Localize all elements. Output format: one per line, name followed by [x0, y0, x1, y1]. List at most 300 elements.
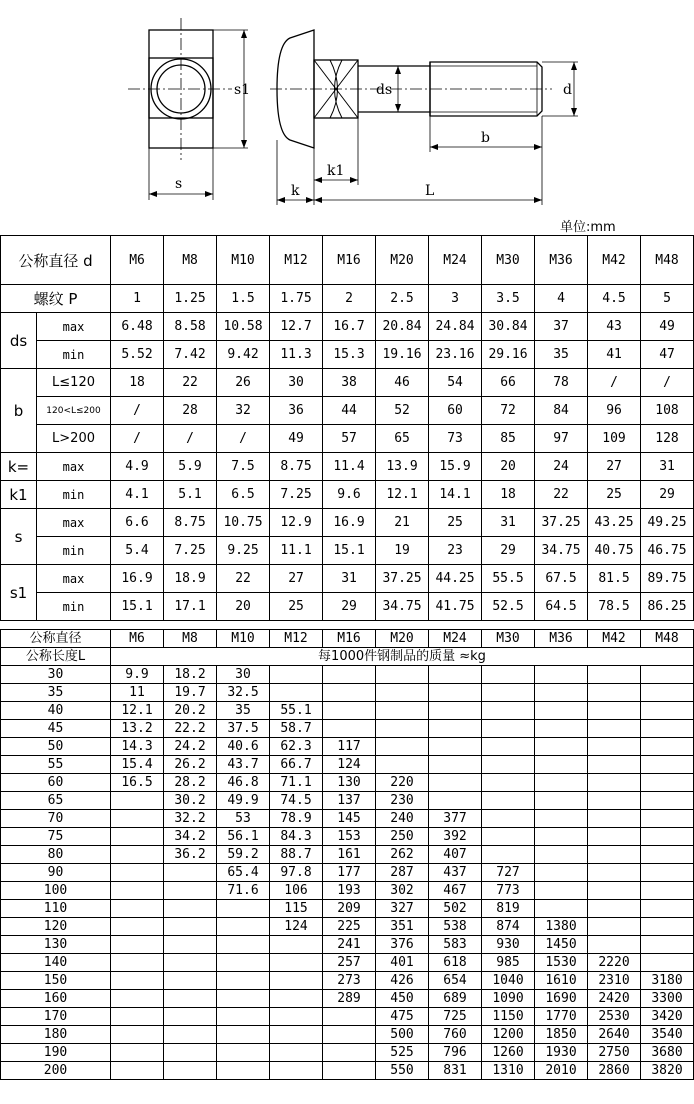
- table-cell: 9.25: [217, 537, 270, 565]
- length-value: 50: [1, 738, 111, 756]
- table-cell: 1: [111, 285, 164, 313]
- mass-value: [535, 792, 588, 810]
- mass-value: [482, 666, 535, 684]
- mass-value: 97.8: [270, 864, 323, 882]
- length-value: 140: [1, 954, 111, 972]
- table-cell: 15.1: [323, 537, 376, 565]
- mass-value: 66.7: [270, 756, 323, 774]
- table-cell: 40.75: [588, 537, 641, 565]
- table-cell: 73: [429, 425, 482, 453]
- mass-value: 3180: [641, 972, 694, 990]
- table-cell: 9.6: [323, 481, 376, 509]
- table-cell: 19.16: [376, 341, 429, 369]
- mass-value: 1310: [482, 1062, 535, 1080]
- mass-value: 467: [429, 882, 482, 900]
- row-label-b: b: [1, 369, 37, 453]
- dim-label-d: d: [563, 82, 572, 98]
- mass-value: [535, 756, 588, 774]
- length-value: 130: [1, 936, 111, 954]
- mass-value: 3300: [641, 990, 694, 1008]
- table-cell: 24: [535, 453, 588, 481]
- length-value: 45: [1, 720, 111, 738]
- dim-label-s1: s1: [234, 82, 251, 98]
- header-size: M16: [323, 236, 376, 285]
- mass-value: [164, 900, 217, 918]
- unit-label: 单位:mm: [560, 220, 616, 235]
- table-row: [1, 481, 694, 509]
- mass-value: [429, 684, 482, 702]
- table-row: [1, 738, 694, 756]
- table-row: [1, 666, 694, 684]
- length-value: 35: [1, 684, 111, 702]
- mass-value: [376, 666, 429, 684]
- length-value: 180: [1, 1026, 111, 1044]
- mass-value: [535, 846, 588, 864]
- table-cell: 43.25: [588, 509, 641, 537]
- table-cell: 10.75: [217, 509, 270, 537]
- header-size: M8: [164, 236, 217, 285]
- mass-value: [376, 756, 429, 774]
- table-cell: 109: [588, 425, 641, 453]
- table-cell: 84: [535, 397, 588, 425]
- mass-value: [270, 684, 323, 702]
- mass-value: [482, 792, 535, 810]
- length-value: 40: [1, 702, 111, 720]
- mass-value: 1770: [535, 1008, 588, 1026]
- mass-value: 796: [429, 1044, 482, 1062]
- table-cell: 44.25: [429, 565, 482, 593]
- mass-value: 2010: [535, 1062, 588, 1080]
- mass-value: [270, 1008, 323, 1026]
- mass-value: [429, 774, 482, 792]
- mass-value: 1450: [535, 936, 588, 954]
- mass-value: 618: [429, 954, 482, 972]
- table-cell: 55.5: [482, 565, 535, 593]
- mass-value: 24.2: [164, 738, 217, 756]
- length-value: 80: [1, 846, 111, 864]
- table-cell: 13.9: [376, 453, 429, 481]
- mass-value: 302: [376, 882, 429, 900]
- table-cell: 6.48: [111, 313, 164, 341]
- mass-value: [111, 792, 164, 810]
- mass-value: 1150: [482, 1008, 535, 1026]
- table-cell: 21: [376, 509, 429, 537]
- table-row: [1, 509, 694, 537]
- mass-value: 241: [323, 936, 376, 954]
- table-cell: 78.5: [588, 593, 641, 621]
- table-cell: 6.5: [217, 481, 270, 509]
- table-cell: 7.25: [270, 481, 323, 509]
- table-cell: 37.25: [535, 509, 588, 537]
- mass-value: [323, 666, 376, 684]
- header-size: M24: [429, 236, 482, 285]
- table-cell: 12.1: [376, 481, 429, 509]
- length-value: 30: [1, 666, 111, 684]
- mass-value: [588, 684, 641, 702]
- sub-label-max: max: [37, 313, 111, 341]
- mass-value: 727: [482, 864, 535, 882]
- table-cell: /: [164, 425, 217, 453]
- mass-value: 225: [323, 918, 376, 936]
- table-row: [1, 1008, 694, 1026]
- row-label-ds: ds: [1, 313, 37, 369]
- mass-value: 130: [323, 774, 376, 792]
- mass-value: 376: [376, 936, 429, 954]
- mass-value: 46.8: [217, 774, 270, 792]
- table-cell: 36: [270, 397, 323, 425]
- table-cell: 30: [270, 369, 323, 397]
- header-size: M30: [482, 630, 535, 648]
- table-cell: 20: [217, 593, 270, 621]
- table-cell: 67.5: [535, 565, 588, 593]
- table-cell: 46: [376, 369, 429, 397]
- table-row: [1, 936, 694, 954]
- mass-value: [217, 936, 270, 954]
- mass-value: [164, 864, 217, 882]
- mass-value: [270, 936, 323, 954]
- table-cell: 43: [588, 313, 641, 341]
- mass-value: [535, 828, 588, 846]
- table-cell: 29: [641, 481, 694, 509]
- table-row: [1, 1062, 694, 1080]
- header-size: M6: [111, 236, 164, 285]
- mass-value: [482, 684, 535, 702]
- table-cell: 89.75: [641, 565, 694, 593]
- table-cell: 15.9: [429, 453, 482, 481]
- table-row: [1, 313, 694, 341]
- mass-value: 450: [376, 990, 429, 1008]
- mass-value: 2750: [588, 1044, 641, 1062]
- header-size: M12: [270, 630, 323, 648]
- table-row: [1, 810, 694, 828]
- mass-value: [217, 1062, 270, 1080]
- mass-value: [164, 1044, 217, 1062]
- mass-value: [641, 954, 694, 972]
- sub-label-min: min: [37, 537, 111, 565]
- header-size: M30: [482, 236, 535, 285]
- sub-label-min: min: [37, 593, 111, 621]
- mass-value: [164, 1008, 217, 1026]
- table-cell: 17.1: [164, 593, 217, 621]
- mass-value: 437: [429, 864, 482, 882]
- mass-value: 289: [323, 990, 376, 1008]
- length-value: 160: [1, 990, 111, 1008]
- table-cell: 41: [588, 341, 641, 369]
- table-cell: 16.7: [323, 313, 376, 341]
- table-cell: 37.25: [376, 565, 429, 593]
- mass-value: 1850: [535, 1026, 588, 1044]
- mass-value: 28.2: [164, 774, 217, 792]
- header-size: M10: [217, 630, 270, 648]
- mass-value: [323, 1008, 376, 1026]
- mass-value: [323, 1062, 376, 1080]
- mass-value: 56.1: [217, 828, 270, 846]
- table-cell: 27: [588, 453, 641, 481]
- mass-value: [641, 774, 694, 792]
- mass-value: 2860: [588, 1062, 641, 1080]
- mass-value: [376, 720, 429, 738]
- length-value: 200: [1, 1062, 111, 1080]
- mass-value: [111, 846, 164, 864]
- table-cell: 86.25: [641, 593, 694, 621]
- mass-value: [217, 918, 270, 936]
- mass-value: 3820: [641, 1062, 694, 1080]
- length-value: 75: [1, 828, 111, 846]
- table-cell: 65: [376, 425, 429, 453]
- mass-value: 13.2: [111, 720, 164, 738]
- table-cell: 12.9: [270, 509, 323, 537]
- table-row: [1, 453, 694, 481]
- mass-value: [641, 936, 694, 954]
- table-cell: 25: [429, 509, 482, 537]
- mass-value: [429, 666, 482, 684]
- mass-value: 16.5: [111, 774, 164, 792]
- sub-label-length-range: 120<L≤200: [37, 397, 111, 425]
- table-cell: 11.1: [270, 537, 323, 565]
- mass-value: [588, 738, 641, 756]
- mass-value: [588, 918, 641, 936]
- table-cell: 22: [217, 565, 270, 593]
- dim-label-s: s: [175, 176, 183, 192]
- header-size: M36: [535, 630, 588, 648]
- mass-value: 1200: [482, 1026, 535, 1044]
- mass-value: [588, 774, 641, 792]
- table-cell: 9.42: [217, 341, 270, 369]
- mass-value: 773: [482, 882, 535, 900]
- table-cell: /: [588, 369, 641, 397]
- mass-value: [376, 738, 429, 756]
- table-cell: 47: [641, 341, 694, 369]
- table-cell: 5: [641, 285, 694, 313]
- mass-value: [482, 846, 535, 864]
- table-cell: 15.3: [323, 341, 376, 369]
- table-row: [1, 918, 694, 936]
- mass-value: [164, 1062, 217, 1080]
- table-cell: 85: [482, 425, 535, 453]
- mass-value: [323, 1026, 376, 1044]
- mass-value: 273: [323, 972, 376, 990]
- table-row: [1, 954, 694, 972]
- mass-value: 78.9: [270, 810, 323, 828]
- table-row: [1, 756, 694, 774]
- length-value: 70: [1, 810, 111, 828]
- mass-value: [641, 666, 694, 684]
- length-value: 150: [1, 972, 111, 990]
- mass-value: 71.1: [270, 774, 323, 792]
- mass-value: [323, 1044, 376, 1062]
- mass-value: 1690: [535, 990, 588, 1008]
- table-row: [1, 702, 694, 720]
- mass-value: [641, 720, 694, 738]
- mass-value: 117: [323, 738, 376, 756]
- mass-value: [217, 1044, 270, 1062]
- table-cell: /: [217, 425, 270, 453]
- table-cell: 27: [270, 565, 323, 593]
- row-label-s1: s1: [1, 565, 37, 621]
- sub-label-max: max: [37, 509, 111, 537]
- table-cell: 4.1: [111, 481, 164, 509]
- dim-label-b: b: [481, 130, 490, 146]
- mass-value: 407: [429, 846, 482, 864]
- header-nominal-length: 公称长度L: [1, 648, 111, 666]
- table-cell: 41.75: [429, 593, 482, 621]
- row-label-s: s: [1, 509, 37, 565]
- mass-value: 106: [270, 882, 323, 900]
- table-cell: 4.9: [111, 453, 164, 481]
- mass-value: [588, 882, 641, 900]
- header-nominal-diameter: 公称直径: [1, 630, 111, 648]
- table-cell: 14.1: [429, 481, 482, 509]
- header-size: M48: [641, 630, 694, 648]
- mass-value: [535, 810, 588, 828]
- table-row: [1, 285, 694, 313]
- mass-value: [217, 972, 270, 990]
- table-cell: 31: [641, 453, 694, 481]
- mass-value: [482, 810, 535, 828]
- mass-value: 1610: [535, 972, 588, 990]
- mass-value: [535, 774, 588, 792]
- table-cell: 11.3: [270, 341, 323, 369]
- mass-value: 36.2: [164, 846, 217, 864]
- mass-value: [111, 990, 164, 1008]
- mass-value: [588, 666, 641, 684]
- mass-value: 930: [482, 936, 535, 954]
- mass-value: [323, 720, 376, 738]
- table-cell: 38: [323, 369, 376, 397]
- mass-value: [641, 738, 694, 756]
- mass-value: [641, 792, 694, 810]
- sub-label-min: min: [37, 341, 111, 369]
- mass-value: [588, 756, 641, 774]
- mass-value: 327: [376, 900, 429, 918]
- table-cell: 108: [641, 397, 694, 425]
- mass-value: [588, 864, 641, 882]
- mass-value: [111, 864, 164, 882]
- mass-value: 26.2: [164, 756, 217, 774]
- header-size: M8: [164, 630, 217, 648]
- length-value: 120: [1, 918, 111, 936]
- table-cell: 20: [482, 453, 535, 481]
- mass-value: 985: [482, 954, 535, 972]
- table-row: [1, 236, 694, 285]
- mass-value: [270, 666, 323, 684]
- mass-value: [217, 990, 270, 1008]
- table-cell: 28: [164, 397, 217, 425]
- mass-value: [641, 810, 694, 828]
- table-cell: 8.75: [270, 453, 323, 481]
- length-value: 190: [1, 1044, 111, 1062]
- table-row: [1, 341, 694, 369]
- table-row: [1, 369, 694, 397]
- mass-value: [111, 936, 164, 954]
- mass-value: [270, 990, 323, 1008]
- mass-value: 14.3: [111, 738, 164, 756]
- dimensions-table: [0, 235, 694, 621]
- mass-value: [111, 882, 164, 900]
- mass-value: 84.3: [270, 828, 323, 846]
- table-cell: 57: [323, 425, 376, 453]
- mass-value: [111, 1044, 164, 1062]
- row-label-k1: k1: [1, 481, 37, 509]
- mass-value: [270, 954, 323, 972]
- table-cell: 1.5: [217, 285, 270, 313]
- table-cell: 25: [270, 593, 323, 621]
- table-cell: 96: [588, 397, 641, 425]
- table-cell: 32: [217, 397, 270, 425]
- mass-value: 3420: [641, 1008, 694, 1026]
- header-size: M42: [588, 236, 641, 285]
- mass-value: 550: [376, 1062, 429, 1080]
- header-size: M24: [429, 630, 482, 648]
- mass-value: [641, 882, 694, 900]
- table-row: [1, 1026, 694, 1044]
- mass-value: [111, 918, 164, 936]
- mass-value: [588, 828, 641, 846]
- mass-value: [376, 702, 429, 720]
- mass-value: 124: [270, 918, 323, 936]
- table-cell: 35: [535, 341, 588, 369]
- table-cell: 10.58: [217, 313, 270, 341]
- mass-value: 538: [429, 918, 482, 936]
- mass-value: 819: [482, 900, 535, 918]
- table-row: [1, 684, 694, 702]
- table-cell: 81.5: [588, 565, 641, 593]
- table-cell: 49: [641, 313, 694, 341]
- mass-value: [535, 864, 588, 882]
- table-row: [1, 648, 694, 666]
- header-size: M12: [270, 236, 323, 285]
- table-cell: 16.9: [323, 509, 376, 537]
- header-size: M20: [376, 630, 429, 648]
- mass-value: [323, 684, 376, 702]
- mass-value: 250: [376, 828, 429, 846]
- length-value: 55: [1, 756, 111, 774]
- table-cell: 23.16: [429, 341, 482, 369]
- mass-value: [641, 900, 694, 918]
- table-cell: 4.5: [588, 285, 641, 313]
- table-cell: 2.5: [376, 285, 429, 313]
- mass-value: [641, 702, 694, 720]
- mass-value: 71.6: [217, 882, 270, 900]
- mass-value: [535, 666, 588, 684]
- mass-value: 30.2: [164, 792, 217, 810]
- table-row: [1, 774, 694, 792]
- table-cell: 29: [323, 593, 376, 621]
- table-cell: 29.16: [482, 341, 535, 369]
- table-cell: 49: [270, 425, 323, 453]
- dim-label-L: L: [425, 183, 435, 199]
- mass-value: [641, 684, 694, 702]
- mass-value: [270, 1044, 323, 1062]
- mass-value: 874: [482, 918, 535, 936]
- mass-value: [270, 1062, 323, 1080]
- table-cell: 34.75: [376, 593, 429, 621]
- header-size: M20: [376, 236, 429, 285]
- table-cell: 64.5: [535, 593, 588, 621]
- table-cell: 3.5: [482, 285, 535, 313]
- mass-value: 153: [323, 828, 376, 846]
- table-cell: /: [641, 369, 694, 397]
- mass-value: 62.3: [270, 738, 323, 756]
- table-cell: 66: [482, 369, 535, 397]
- header-size: M36: [535, 236, 588, 285]
- table-cell: 31: [482, 509, 535, 537]
- mass-value: [164, 990, 217, 1008]
- sub-label-length-range: L≤120: [37, 369, 111, 397]
- table-row: [1, 846, 694, 864]
- header-size: M48: [641, 236, 694, 285]
- mass-value: 59.2: [217, 846, 270, 864]
